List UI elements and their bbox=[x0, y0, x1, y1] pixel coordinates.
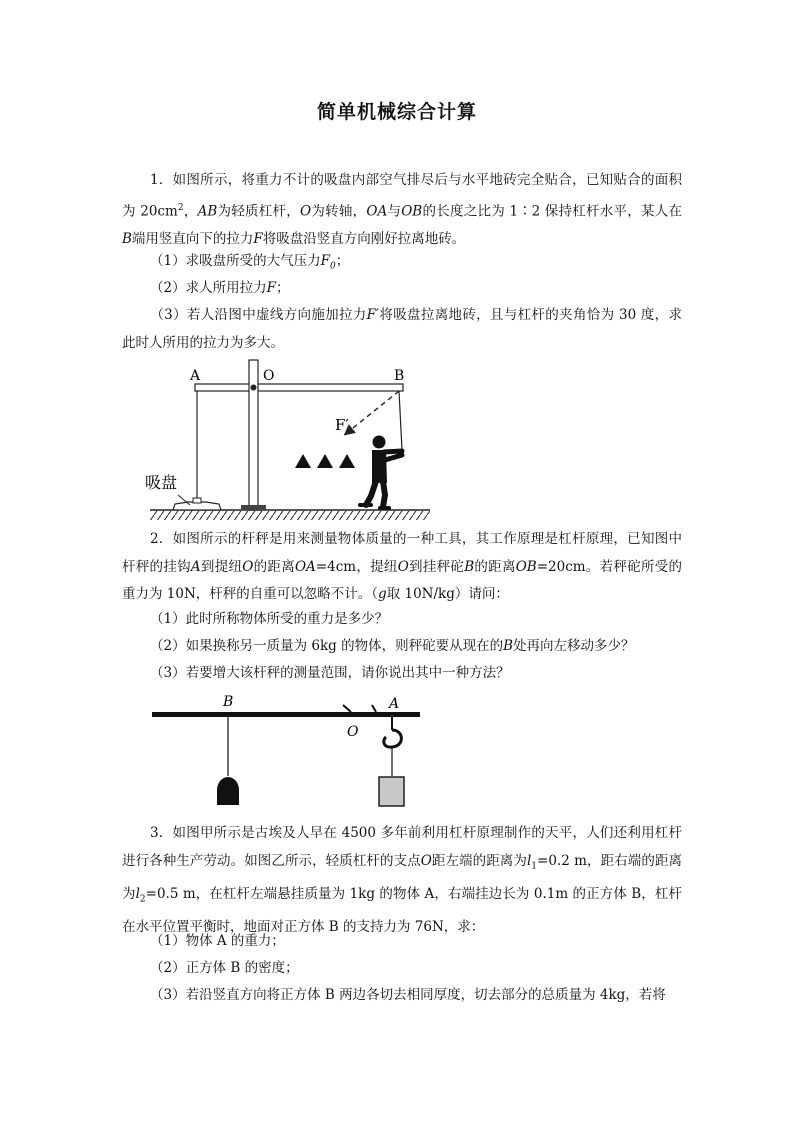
q3-sub2: （2）正方体 B 的密度； bbox=[150, 960, 299, 976]
q1-sub1: （1）求吸盘所受的大气压力$F_0$； bbox=[150, 253, 350, 272]
steelyard-beam bbox=[152, 712, 420, 717]
force-f-prime-line bbox=[348, 391, 399, 432]
label-o: O bbox=[263, 368, 275, 384]
triangle-mark bbox=[295, 454, 311, 468]
lever-bar bbox=[195, 384, 403, 391]
pivot-o bbox=[251, 385, 257, 391]
label-b: B bbox=[223, 694, 234, 710]
ground-hatching bbox=[150, 511, 430, 520]
object-box bbox=[379, 777, 404, 806]
person-figure bbox=[360, 436, 402, 509]
q1-figure bbox=[140, 355, 440, 525]
q2-sub3: （3）若要增大该杆秤的测量范围，请你说出其中一种方法？ bbox=[150, 665, 510, 681]
lift-knob-mark bbox=[372, 705, 376, 712]
q2-figure bbox=[145, 690, 435, 815]
triangle-mark bbox=[339, 454, 355, 468]
page-title: 简单机械综合计算 bbox=[316, 101, 477, 123]
support-post bbox=[249, 360, 258, 510]
q2-sub2: （2）如果换称另一质量为 6kg 的物体，则秤砣要从现在的B处再向左移动多少？ bbox=[150, 638, 635, 654]
rope-b bbox=[399, 391, 402, 450]
lift-knob-mark bbox=[343, 705, 351, 712]
q2-intro: 2．如图所示的杆秤是用来测量物体质量的一种工具，其工作原理是杠杆原理，已知图中杆秤的挂钩A到提纽O的距离OA=4cm，提纽O到挂秤砣B的距离OB=20cm。若秤砣所受的重力为 10N，杆秤的自重可以忽略不计。（g取 10N/kg）请问： bbox=[122, 531, 683, 602]
q3-sub3: （3）若沿竖直方向将正方体 B 两边各切去相同厚度，切去部分的总质量为 4kg，若将 bbox=[150, 987, 666, 1003]
post-base bbox=[241, 505, 266, 510]
hook bbox=[384, 730, 402, 747]
label-a: A bbox=[389, 696, 400, 712]
q2-sub1: （1）此时所称物体所受的重力是多少？ bbox=[150, 611, 389, 627]
label-cup: 吸盘 bbox=[145, 473, 178, 492]
label-a: A bbox=[190, 368, 201, 384]
q1-intro: 1．如图所示，将重力不计的吸盘内部空气排尽后与水平地砖完全贴合，已知贴合的面积为 $20cm^2$，AB为轻质杠杆，O为转轴，OA与OB的长度之比为 1∶2 保持杠杆水平，某人在B端用竖直向下的拉力F将吸盘沿竖直方向刚好拉离地砖。 bbox=[122, 172, 683, 247]
q1-sub2: （2）求人所用拉力F； bbox=[150, 280, 290, 296]
label-b: B bbox=[394, 368, 405, 384]
counterweight bbox=[217, 777, 239, 805]
triangle-mark bbox=[317, 454, 333, 468]
label-f-prime: F′ bbox=[335, 416, 349, 434]
q3-intro: 3．如图甲所示是古埃及人早在 4500 多年前利用杠杆原理制作的天平，人们还利用杠杆进行各种生产劳动。如图乙所示，轻质杠杆的支点O距左端的距离为$l_1=0.2$ m，距右端的距离为$l_2=0.5$ m，在杠杆左端悬挂质量为 1kg 的物体 A，右端挂边长为 0.1m 的正方体 B，杠杆在水平位置平衡时，地面对正方体 B 的支持力为 76N，求： bbox=[122, 825, 683, 935]
q1-sub3: （3）若人沿图中虚线方向施加拉力F′将吸盘拉离地砖，且与杠杆的夹角恰为 30 度，求此时人所用的拉力为多大。 bbox=[122, 307, 683, 351]
label-o: O bbox=[347, 724, 359, 740]
q3-sub1: （1）物体 A 的重力； bbox=[150, 933, 285, 949]
